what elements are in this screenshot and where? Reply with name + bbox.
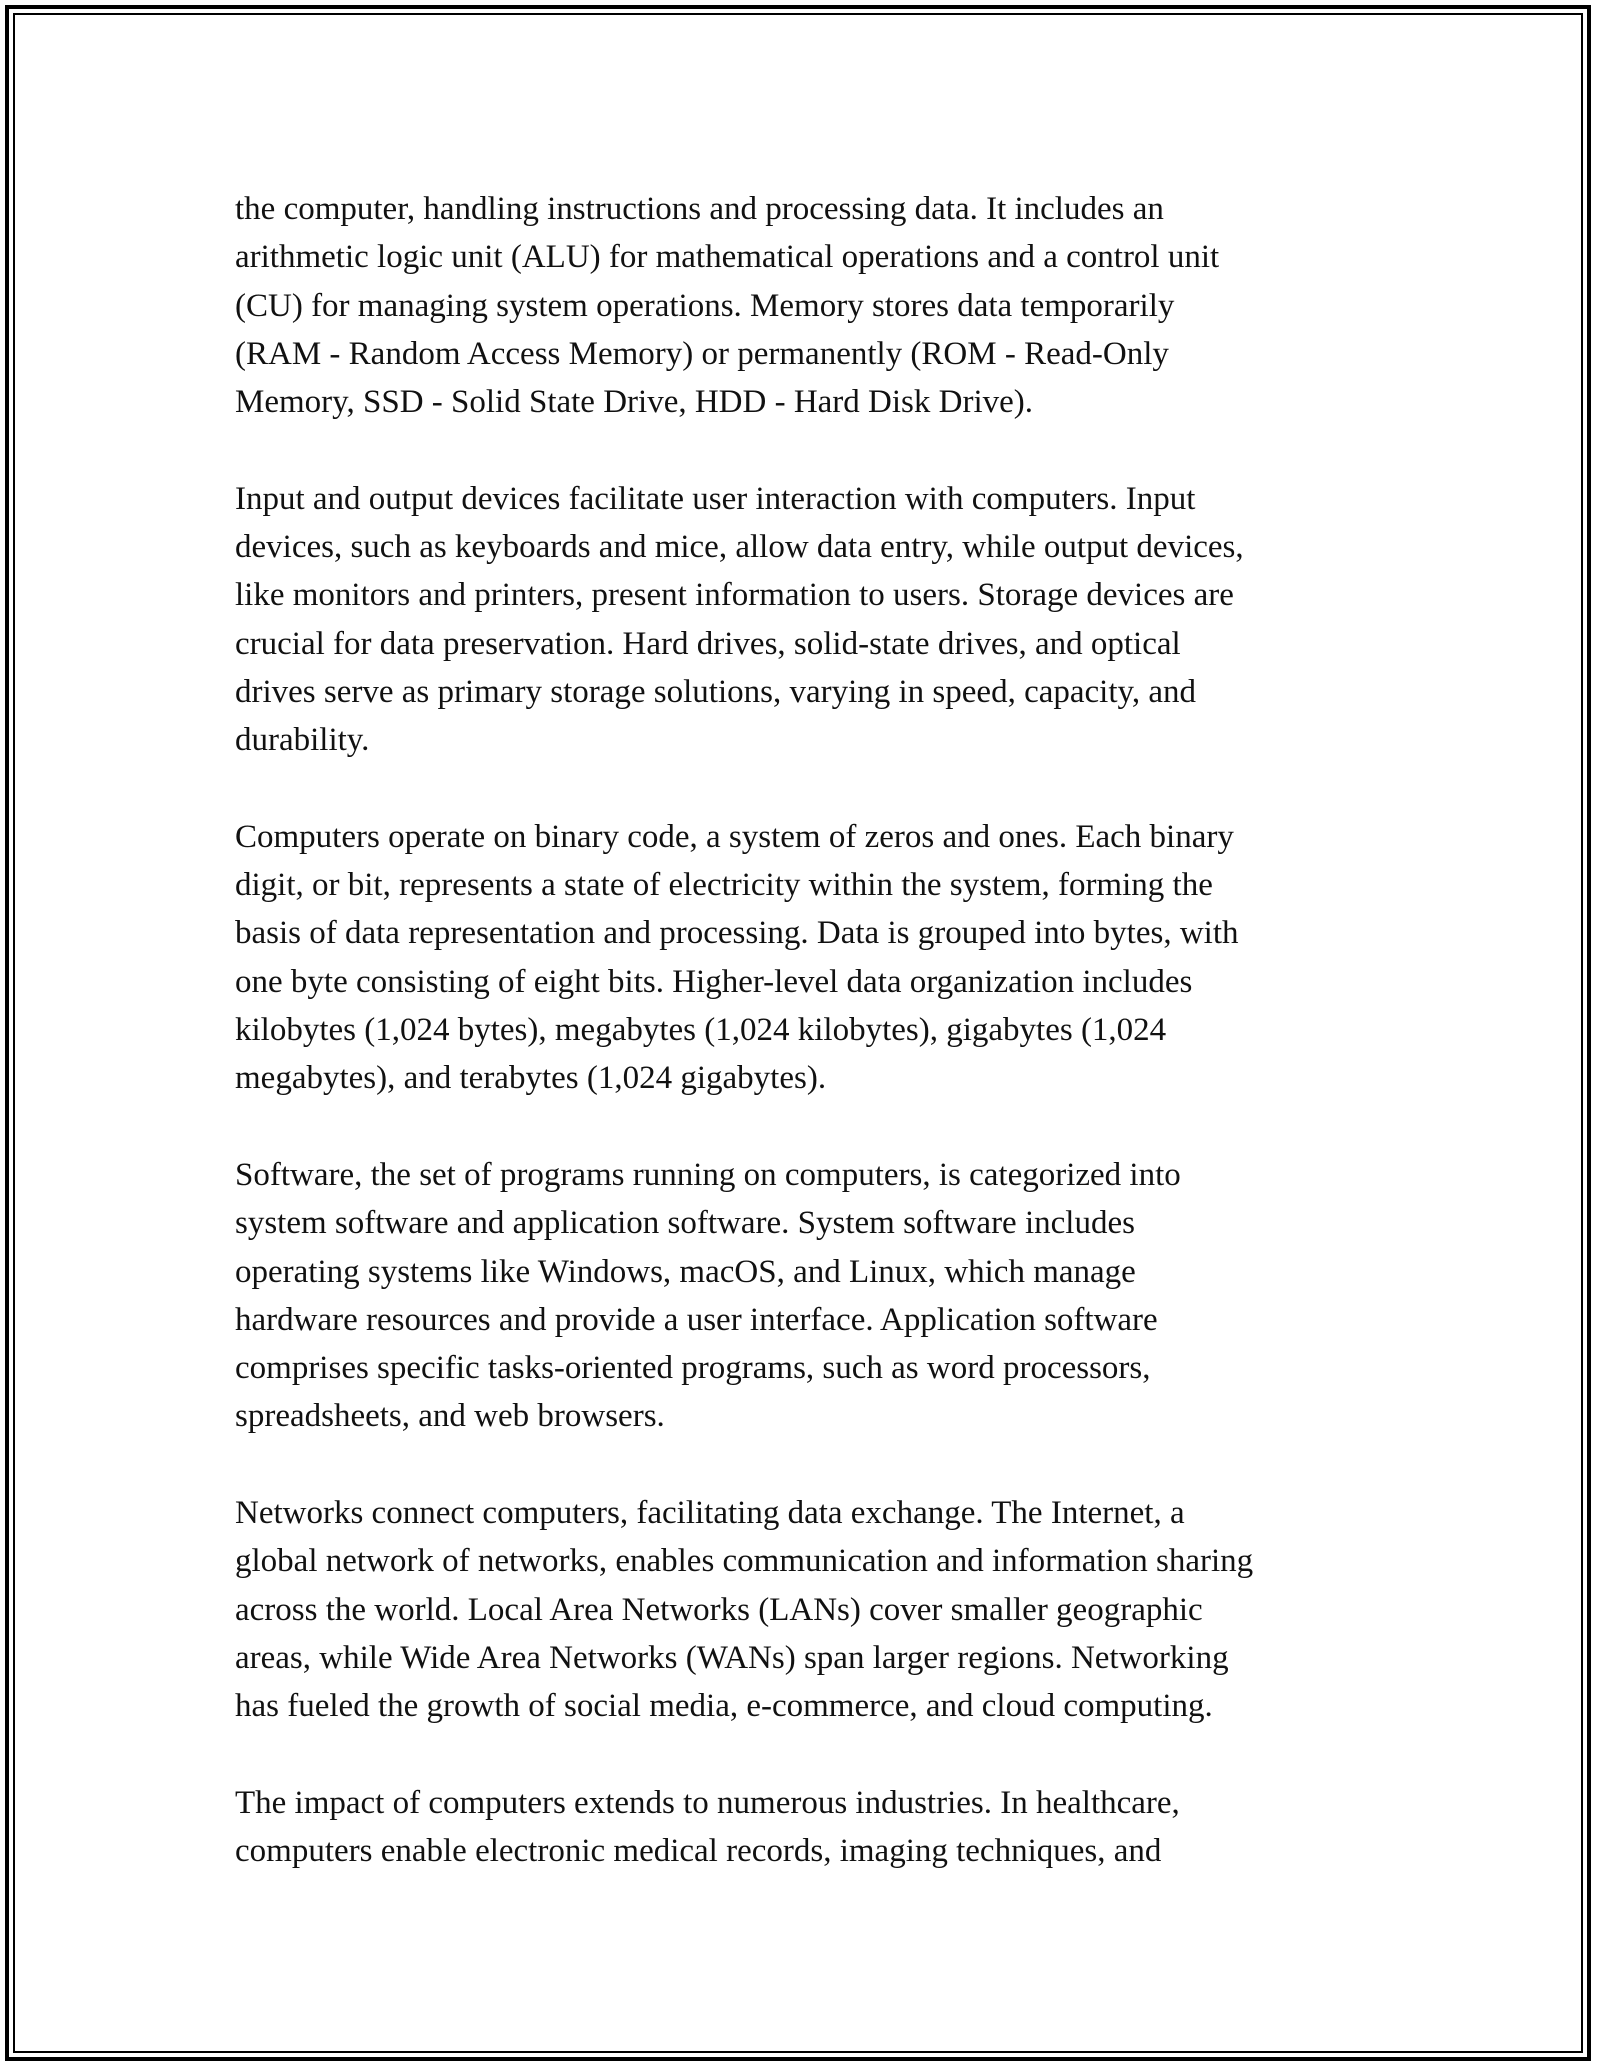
text-line: hardware resources and provide a user interface. Application software	[235, 1301, 1158, 1338]
text-line: kilobytes (1,024 bytes), megabytes (1,024 kilobytes), gigabytes (1,024	[235, 1012, 1167, 1049]
paragraph-impact	[235, 1779, 1395, 1876]
paragraph-cpu-memory	[235, 185, 1395, 426]
text-line: drives serve as primary storage solutions, varying in speed, capacity, and	[235, 673, 1196, 710]
text-line: crucial for data preservation. Hard drives, solid-state drives, and optical	[235, 625, 1181, 662]
text-line: Computers operate on binary code, a system of zeros and ones. Each binary	[235, 818, 1234, 855]
text-line: Input and output devices facilitate user interaction with computers. Input	[235, 480, 1196, 517]
paragraph-networks	[235, 1489, 1395, 1730]
text-line: The impact of computers extends to numerous industries. In healthcare,	[235, 1784, 1180, 1821]
text-line: one byte consisting of eight bits. Higher-level data organization includes	[235, 963, 1193, 1000]
paragraph-io-devices	[235, 475, 1395, 765]
text-line: global network of networks, enables communication and information sharing	[235, 1543, 1254, 1580]
text-line: computers enable electronic medical records, imaging techniques, and	[235, 1833, 1162, 1870]
document-body	[235, 185, 1395, 1924]
text-line: Networks connect computers, facilitating data exchange. The Internet, a	[235, 1495, 1185, 1532]
text-line: the computer, handling instructions and processing data. It includes an	[235, 191, 1164, 227]
text-line: (RAM - Random Access Memory) or permanently (ROM - Read-Only	[235, 335, 1169, 372]
text-line: spreadsheets, and web browsers.	[235, 1398, 665, 1435]
text-line: basis of data representation and processing. Data is grouped into bytes, with	[235, 915, 1239, 952]
text-line: across the world. Local Area Networks (LANs) cover smaller geographic	[235, 1591, 1203, 1628]
text-line: comprises specific tasks-oriented programs, such as word processors,	[235, 1350, 1151, 1387]
text-line: durability.	[235, 722, 370, 759]
text-line: devices, such as keyboards and mice, allow data entry, while output devices,	[235, 529, 1244, 566]
text-line: has fueled the growth of social media, e-commerce, and cloud computing.	[235, 1688, 1213, 1725]
text-line: operating systems like Windows, macOS, and Linux, which manage	[235, 1253, 1136, 1290]
text-line: areas, while Wide Area Networks (WANs) span larger regions. Networking	[235, 1639, 1229, 1676]
paragraph-binary-code	[235, 813, 1395, 1103]
text-line: arithmetic logic unit (ALU) for mathematical operations and a control unit	[235, 239, 1220, 276]
text-line: (CU) for managing system operations. Memory stores data temporarily	[235, 287, 1175, 324]
paragraph-software	[235, 1151, 1395, 1441]
text-line: digit, or bit, represents a state of electricity within the system, forming the	[235, 867, 1213, 904]
text-line: system software and application software. System software includes	[235, 1205, 1135, 1242]
text-line: Memory, SSD - Solid State Drive, HDD - Hard Disk Drive).	[235, 384, 1034, 421]
text-line: Software, the set of programs running on computers, is categorized into	[235, 1156, 1181, 1193]
text-line: like monitors and printers, present information to users. Storage devices are	[235, 577, 1234, 614]
text-line: megabytes), and terabytes (1,024 gigabytes).	[235, 1060, 827, 1097]
